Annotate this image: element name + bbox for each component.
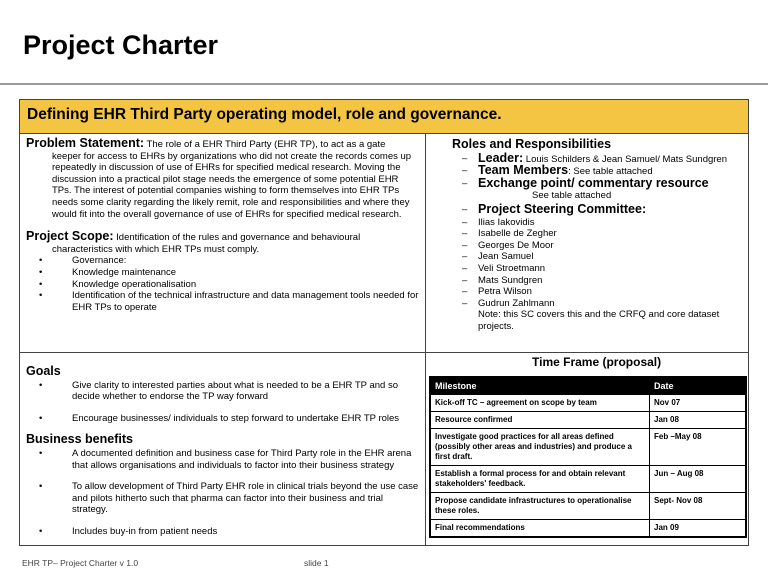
team-value: : See table attached — [568, 166, 653, 178]
scope-lead: Identification of the rules and governance and behavioural — [113, 232, 361, 244]
title-divider — [0, 83, 768, 85]
committee-member: – Isabelle de Zegher — [452, 228, 742, 240]
scope-item: • Governance: — [26, 255, 420, 267]
roles-cell — [452, 139, 742, 333]
footer-doc-label: EHR TP– Project Charter v 1.0 — [22, 558, 139, 568]
committee-member: – Petra Wilson — [452, 286, 742, 298]
committee-member-name: Gudrun Zahlmann — [478, 297, 555, 309]
role-exchange — [452, 175, 742, 202]
benefits-heading: Business benefits — [26, 432, 133, 447]
date-cell: Jun – Aug 08 — [650, 466, 747, 493]
banner-text: Defining EHR Third Party operating model, role and governance. — [27, 106, 502, 123]
timeframe-cell — [426, 353, 748, 546]
committee-member — [452, 298, 742, 333]
table-row — [430, 493, 746, 520]
banner — [20, 100, 748, 134]
footer-slide-number: slide 1 — [304, 558, 329, 568]
milestone-cell: Investigate good practices for all areas defined (possibly other areas and industries) and produce a first draft. — [430, 429, 650, 466]
table-header-row — [430, 377, 746, 395]
date-cell: Nov 07 — [650, 395, 747, 412]
table-row — [430, 466, 746, 493]
scope-item: • Identification of the technical infrastructure and data management tools needed for EHR TPs to operate — [26, 290, 420, 313]
roles-list — [452, 150, 742, 333]
problem-lead: The role of a EHR Third Party (EHR TP), to act as a gate — [144, 139, 386, 150]
problem-body: keeper for access to EHRs by organizations who did not create the records comes up repeatedly in discussion of use of EHRs for specified medical research. Moving the discussion into a practical pilot stage needs the emergence of some potential EHR TPs. The interest of potential companies wishing to form themselves into EHR TPs needs some clarity regarding the likely remit, role and responsibilities and where they would fit into the overall governance of use of EHRs for specified medical research. — [52, 150, 412, 220]
goals-heading: Goals — [26, 364, 61, 378]
milestone-cell: Final recommendations — [430, 520, 650, 538]
goal-item: • Give clarity to interested parties about what is needed to be a EHR TP and so decide whether to endorse the TP way forward — [26, 380, 420, 403]
team-label: Team Members — [478, 163, 569, 178]
steering-label: Project Steering Committee — [478, 201, 642, 216]
committee-member: – Veli Stroetmann — [452, 263, 742, 275]
project-scope — [26, 231, 420, 313]
benefit-item: • A documented definition and business case for Third Party role in the EHR arena that allows organisations and individuals to factor into their business strategy — [26, 448, 420, 471]
page-title: Project Charter — [23, 30, 219, 60]
committee-member: – Georges De Moor — [452, 240, 742, 252]
scope-item: • Knowledge maintenance — [26, 267, 420, 279]
timeframe-heading: Time Frame (proposal) — [532, 355, 662, 369]
leader-value: Louis Schilders & Jean Samuel/ Mats Sundgren — [523, 153, 727, 165]
table-row — [430, 395, 746, 412]
scope-body: characteristics with which EHR TPs must comply. — [52, 243, 260, 255]
goals-list — [26, 380, 420, 425]
milestone-cell: Propose candidate infrastructures to operationalise these roles. — [430, 493, 650, 520]
scope-heading: Project Scope: — [26, 229, 114, 244]
problem-scope-cell — [26, 138, 420, 313]
exchange-value: See table attached — [532, 190, 612, 202]
problem-heading: Problem Statement: — [26, 136, 145, 150]
milestone-cell: Kick-off TC – agreement on scope by team — [430, 395, 650, 412]
milestone-table — [429, 376, 747, 538]
role-steering — [452, 201, 742, 217]
benefits-list — [26, 448, 420, 538]
benefit-item: • Includes buy-in from patient needs — [26, 526, 420, 538]
scope-list — [26, 255, 420, 313]
table-row — [430, 520, 746, 538]
scope-item: • Knowledge operationalisation — [26, 279, 420, 291]
steering-colon: : — [641, 201, 647, 216]
committee-member: – Mats Sundgren — [452, 275, 742, 287]
benefit-item: • To allow development of Third Party EHR role in clinical trials beyond the use case and pilots hitherto such that pharma can factor into their business and trial strategy. — [26, 481, 420, 516]
date-cell: Sept- Nov 08 — [650, 493, 747, 520]
goals-benefits-cell — [26, 366, 420, 538]
date-cell: Jan 09 — [650, 520, 747, 538]
milestone-cell: Establish a formal process for and obtain relevant stakeholders' feedback. — [430, 466, 650, 493]
charter-frame — [19, 99, 749, 546]
roles-heading: Roles and Responsibilities — [452, 137, 612, 151]
committee-member: – Ilias Iakovidis — [452, 217, 742, 229]
table-row — [430, 412, 746, 429]
date-cell: Feb –May 08 — [650, 429, 747, 466]
milestone-cell: Resource confirmed — [430, 412, 650, 429]
committee-member: – Jean Samuel — [452, 251, 742, 263]
table-row — [430, 429, 746, 466]
milestone-header: Milestone — [430, 377, 650, 395]
exchange-label: Exchange point/ commentary resource — [478, 175, 709, 190]
goal-item: • Encourage businesses/ individuals to step forward to undertake EHR TP roles — [26, 413, 420, 425]
problem-statement — [26, 138, 420, 220]
date-cell: Jan 08 — [650, 412, 747, 429]
committee-note: Note: this SC covers this and the CRFQ and core dataset projects. — [478, 309, 720, 332]
date-header: Date — [650, 377, 747, 395]
leader-label: Leader: — [478, 150, 524, 165]
